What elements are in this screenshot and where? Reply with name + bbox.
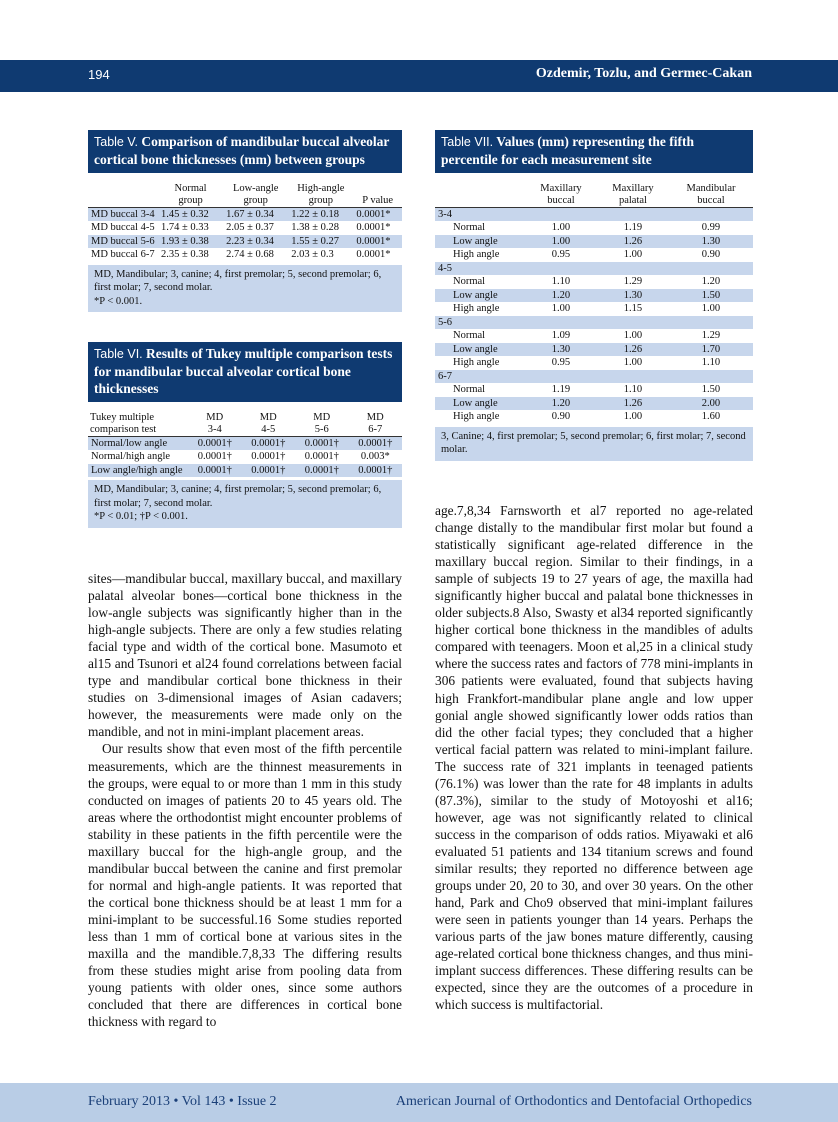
table-row: Normal 1.09 1.00 1.29 bbox=[453, 330, 721, 341]
table-row: Normal 1.10 1.29 1.20 bbox=[453, 276, 721, 287]
table-7-title bbox=[435, 130, 753, 173]
body-paragraph: sites—mandibular buccal, maxillary buccal, and maxillary palatal alveolar bones—cortical bone thickness in the low-angle subjects was significantly higher than in the high-angle subjects. There are only a few studies relating facial type and width of the cortical bone. Masumoto et al15 and Tsunori et al24 found correlations between facial type and mandibular cortical bone thickness in their studies on 3-dimensional images of Asian cadavers; however, the measurements were made only on the mandible, and not in mini-implant placement areas. bbox=[88, 571, 402, 740]
table-7-header-cell: Maxillary palatal bbox=[612, 182, 654, 206]
table-row: Normal/high angle 0.0001† 0.0001† 0.0001† 0.003* bbox=[91, 451, 390, 462]
running-header bbox=[0, 60, 838, 92]
table-row: High angle 0.90 1.00 1.60 bbox=[453, 411, 721, 422]
table-row: MD buccal 5-6 1.93 ± 0.38 2.23 ± 0.34 1.55 ± 0.27 0.0001* bbox=[88, 235, 402, 249]
table-7-label: Table VII. bbox=[441, 135, 494, 149]
table-row: Normal 1.19 1.10 1.50 bbox=[453, 384, 721, 395]
table-7-header-cell: Mandibular buccal bbox=[686, 182, 736, 206]
table-6 bbox=[88, 342, 402, 528]
table-7-caption: Values (mm) representing the fifth percentile for each measurement site bbox=[441, 134, 694, 167]
table-row: Low angle 1.20 1.26 2.00 bbox=[435, 397, 753, 411]
table-site-row: 6-7 bbox=[435, 370, 753, 384]
table-7 bbox=[435, 130, 753, 461]
table-row: MD buccal 6-7 2.35 ± 0.38 2.74 ± 0.68 2.03 ± 0.3 0.0001* bbox=[91, 249, 391, 260]
table-site-row: 3-4 bbox=[435, 207, 753, 221]
table-row: MD buccal 3-4 1.45 ± 0.32 1.67 ± 0.34 1.22 ± 0.18 0.0001* bbox=[88, 207, 402, 221]
table-row: Normal/low angle 0.0001† 0.0001† 0.0001† 0.0001† bbox=[88, 436, 402, 450]
body-paragraph: age.7,8,34 Farnsworth et al7 reported no age-related change distally to the mandibular first molar but found a statistically significant age-related difference in the maxillary buccal region. Similar to their findings, in a sample of subjects 19 to 27 years of age, the maxilla had significantly higher buccal and palatal bone thicknesses in older subjects.8 Also, Swasty et al34 reported significantly higher cortical bone thickness in the mandibles of adults compared with teenagers. Moon et al,25 in a clinical study where the success rates and factors of 778 mini-implants in 306 patients were evaluated, found that subjects having high Frankfort-mandibular plane angle and low upper gonial angle showed significantly lower odds ratios than did the other facial types; they concluded that a higher vertical facial pattern was related to mini-implant failure. The success rate of 321 implants in teenaged patients (76.1%) was lower than the rate for 48 implants in adults (87.3%), similar to the study of Motoyoshi et al16; however, age was not significantly related to clinical success in the comparison of odds ratios. Miyawaki et al6 evaluated 51 patients and 134 titanium screws and found similar results; they reported no difference between age groups under 20, 20 to 30, and over 30 years. On the other hand, Park and Cho9 observed that mini-implant failures were seen in patients younger than 14 years. Perhaps the various parts of the jaw bones mature differently, causing age-related cortical bone thickness changes, and thus mini-implant success differences. These differing results can be expected, since they are the outcomes of a procedure in which success is multifactorial. bbox=[435, 503, 753, 1013]
body-paragraph: Our results show that even most of the fifth percentile measurements, which are the thinnest measurements in the groups, were equal to or more than 1 mm in this study conducted on images of patients 20 to 45 years old. The areas where the orthodontist might encounter problems of stability in these patients in the fifth percentile were the maxillary buccal for the high-angle group, and the mandibular buccal between the canine and first premolar for normal and high-angle patients. It was reported that the cortical bone thickness should be at least 1 mm for a mini-implant to be successful.16 Some studies reported less than 1 mm of cortical bone at various sites in the maxilla and the mandible.7,8,33 The differing results from these studies might arise from pooling data from young patients with older ones, since some authors concluded that there are differences in cortical bone thickness with regard to bbox=[88, 741, 402, 1030]
table-6-header-cell: MD 3-4 bbox=[206, 411, 224, 435]
body-right-column bbox=[435, 502, 753, 1013]
running-authors: Ozdemir, Tozlu, and Germec-Cakan bbox=[535, 66, 752, 81]
table-site-row: 4-5 bbox=[435, 262, 753, 276]
table-5-header-cell: P value bbox=[362, 194, 394, 206]
table-7-footnote: 3, Canine; 4, first premolar; 5, second premolar; 6, first molar; 7, second molar. bbox=[435, 427, 753, 461]
table-6-header-row bbox=[88, 410, 402, 436]
table-5-header-cell: High-angle group bbox=[297, 182, 345, 206]
table-5-header-row bbox=[88, 181, 402, 207]
table-7-header-cell: Maxillary buccal bbox=[540, 182, 582, 206]
table-7-header-cell bbox=[435, 181, 525, 207]
table-row: Normal 1.00 1.19 0.99 bbox=[453, 222, 721, 233]
table-6-grid bbox=[88, 410, 402, 477]
table-row: MD buccal 4-5 1.74 ± 0.33 2.05 ± 0.37 1.38 ± 0.28 0.0001* bbox=[91, 222, 391, 233]
table-5-footnote: MD, Mandibular; 3, canine; 4, first premolar; 5, second premolar; 6, first molar; 7, second molar. *P < 0.001. bbox=[88, 265, 402, 313]
table-5-header-cell: Low-angle group bbox=[232, 182, 279, 206]
table-6-caption: Results of Tukey multiple comparison tests for mandibular buccal alveolar cortical bone thicknesses bbox=[94, 346, 393, 396]
table-7-header-row bbox=[435, 181, 753, 207]
body-left-column bbox=[88, 570, 402, 1030]
table-6-header-cell: MD 5-6 bbox=[313, 411, 331, 435]
journal-name: American Journal of Orthodontics and Dentofacial Orthopedics bbox=[395, 1094, 752, 1109]
running-footer bbox=[0, 1083, 838, 1122]
table-row: High angle 0.95 1.00 0.90 bbox=[453, 249, 721, 260]
table-7-grid bbox=[435, 181, 753, 424]
table-5-title bbox=[88, 130, 402, 173]
table-row: Low angle 1.30 1.26 1.70 bbox=[435, 343, 753, 357]
table-5-header-cell: Normal group bbox=[174, 182, 207, 206]
table-6-header-cell: MD 6-7 bbox=[366, 411, 384, 435]
table-6-title bbox=[88, 342, 402, 402]
table-row: High angle 1.00 1.15 1.00 bbox=[453, 303, 721, 314]
table-5-header-cell bbox=[88, 181, 158, 207]
table-row: High angle 0.95 1.00 1.10 bbox=[453, 357, 721, 368]
table-7-body bbox=[435, 207, 753, 424]
table-5-caption: Comparison of mandibular buccal alveolar cortical bone thicknesses (mm) between groups bbox=[94, 134, 390, 167]
issue-info: February 2013 • Vol 143 • Issue 2 bbox=[88, 1094, 277, 1109]
table-row: Low angle 1.20 1.30 1.50 bbox=[435, 289, 753, 303]
table-row: Low angle/high angle 0.0001† 0.0001† 0.0001† 0.0001† bbox=[88, 464, 402, 478]
table-6-header-cell: Tukey multiple comparison test bbox=[90, 411, 157, 435]
page-number: 194 bbox=[88, 67, 110, 82]
table-5 bbox=[88, 130, 402, 312]
table-6-footnote: MD, Mandibular; 3, canine; 4, first premolar; 5, second premolar; 6, first molar; 7, second molar. *P < 0.01; †P < 0.001. bbox=[88, 480, 402, 528]
table-site-row: 5-6 bbox=[435, 316, 753, 330]
table-5-label: Table V. bbox=[94, 135, 139, 149]
table-6-header-cell: MD 4-5 bbox=[259, 411, 277, 435]
table-5-grid bbox=[88, 181, 402, 262]
table-row: Low angle 1.00 1.26 1.30 bbox=[435, 235, 753, 249]
table-6-label: Table VI. bbox=[94, 347, 143, 361]
